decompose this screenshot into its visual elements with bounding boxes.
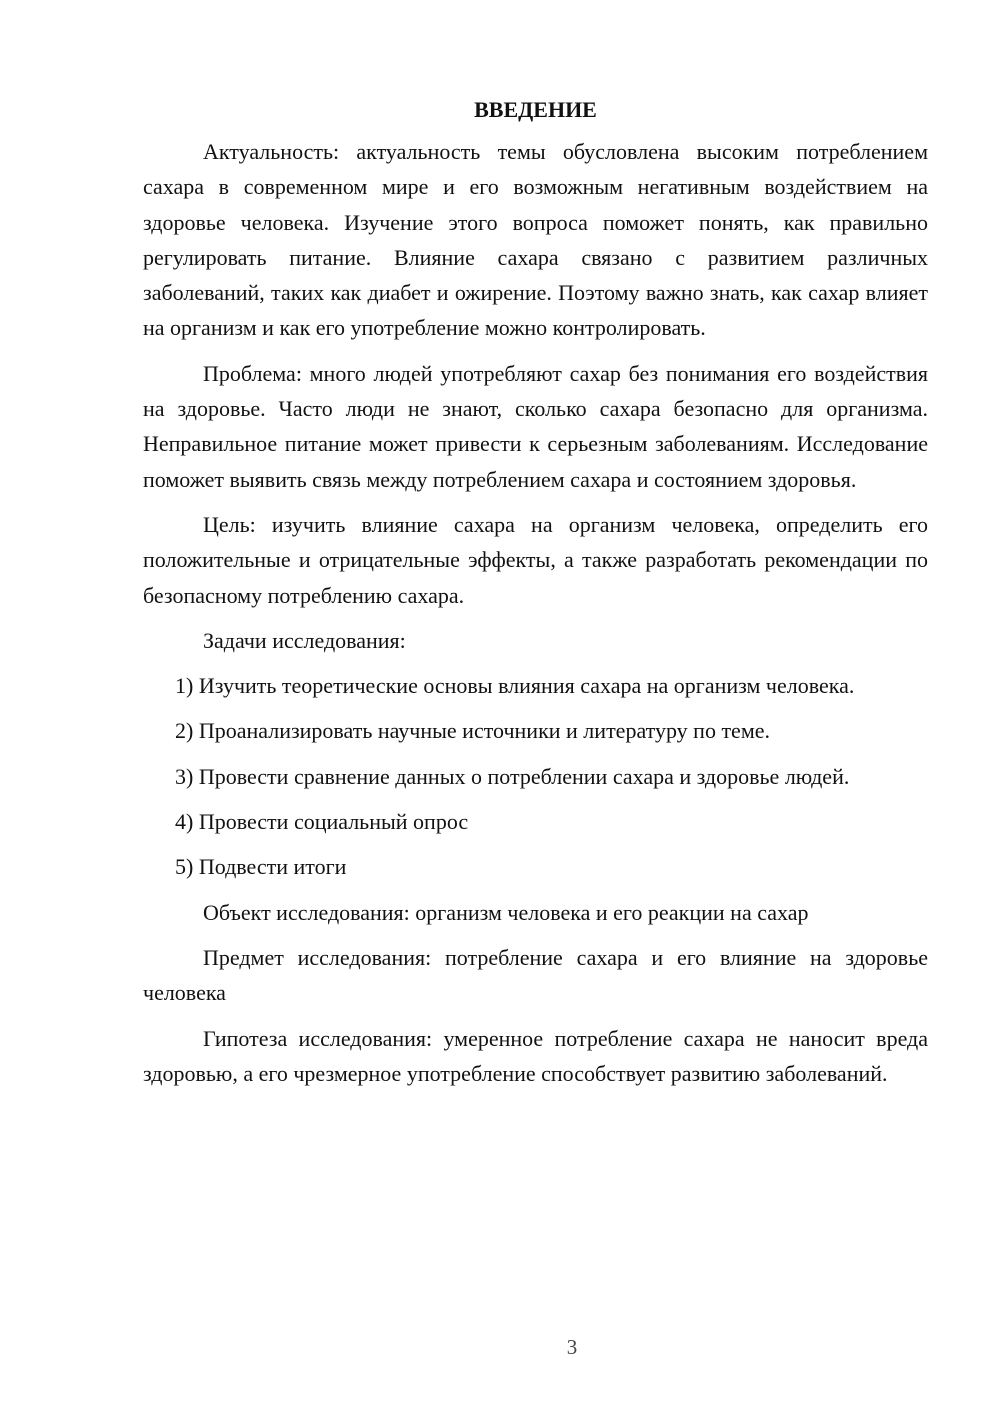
paragraph-object: Объект исследования: организм человека и его реакции на сахар <box>203 899 809 925</box>
task-item: 5) Подвести итоги <box>175 854 347 880</box>
task-item: 3) Провести сравнение данных о потреблении сахара и здоровье людей. <box>175 763 850 789</box>
paragraph-goal: Цель: изучить влияние сахара на организм человека, определить его положительные и отрицательные эффекты, а также разработать рекомендации по безопасному потреблению сахара. <box>143 511 928 608</box>
page-content <box>143 96 928 1101</box>
task-item: 1) Изучить теоретические основы влияния сахара на организм человека. <box>175 673 855 699</box>
page-number: 3 <box>566 1335 578 1359</box>
task-item: 4) Провести социальный опрос <box>175 809 469 835</box>
task-item: 2) Проанализировать научные источники и литературу по теме. <box>175 718 771 744</box>
paragraph-hypothesis: Гипотеза исследования: умеренное потребление сахара не наносит вреда здоровью, а его чрезмерное употребление способствует развитию заболеваний. <box>143 1025 928 1086</box>
tasks-title: Задачи исследования: <box>203 627 406 653</box>
page-heading: ВВЕДЕНИЕ <box>474 97 597 122</box>
paragraph-relevance: Актуальность: актуальность темы обусловлена высоким потреблением сахара в современном мире и его возможным негативным воздействием на здоровье человека. Изучение этого вопроса поможет понять, как правильно регулировать питание. Влияние сахара связано с развитием различных заболеваний, таких как диабет и ожирение. Поэтому важно знать, как сахар влияет на организм и как его употребление можно контролировать. <box>143 139 928 341</box>
paragraph-problem: Проблема: много людей употребляют сахар без понимания его воздействия на здоровье. Часто люди не знают, сколько сахара безопасно для организма. Неправильное питание может привести к серьезным заболеваниям. Исследование поможет выявить связь между потреблением сахара и состоянием здоровья. <box>143 360 928 492</box>
paragraph-subject: Предмет исследования: потребление сахара и его влияние на здоровье человека <box>143 944 928 1006</box>
